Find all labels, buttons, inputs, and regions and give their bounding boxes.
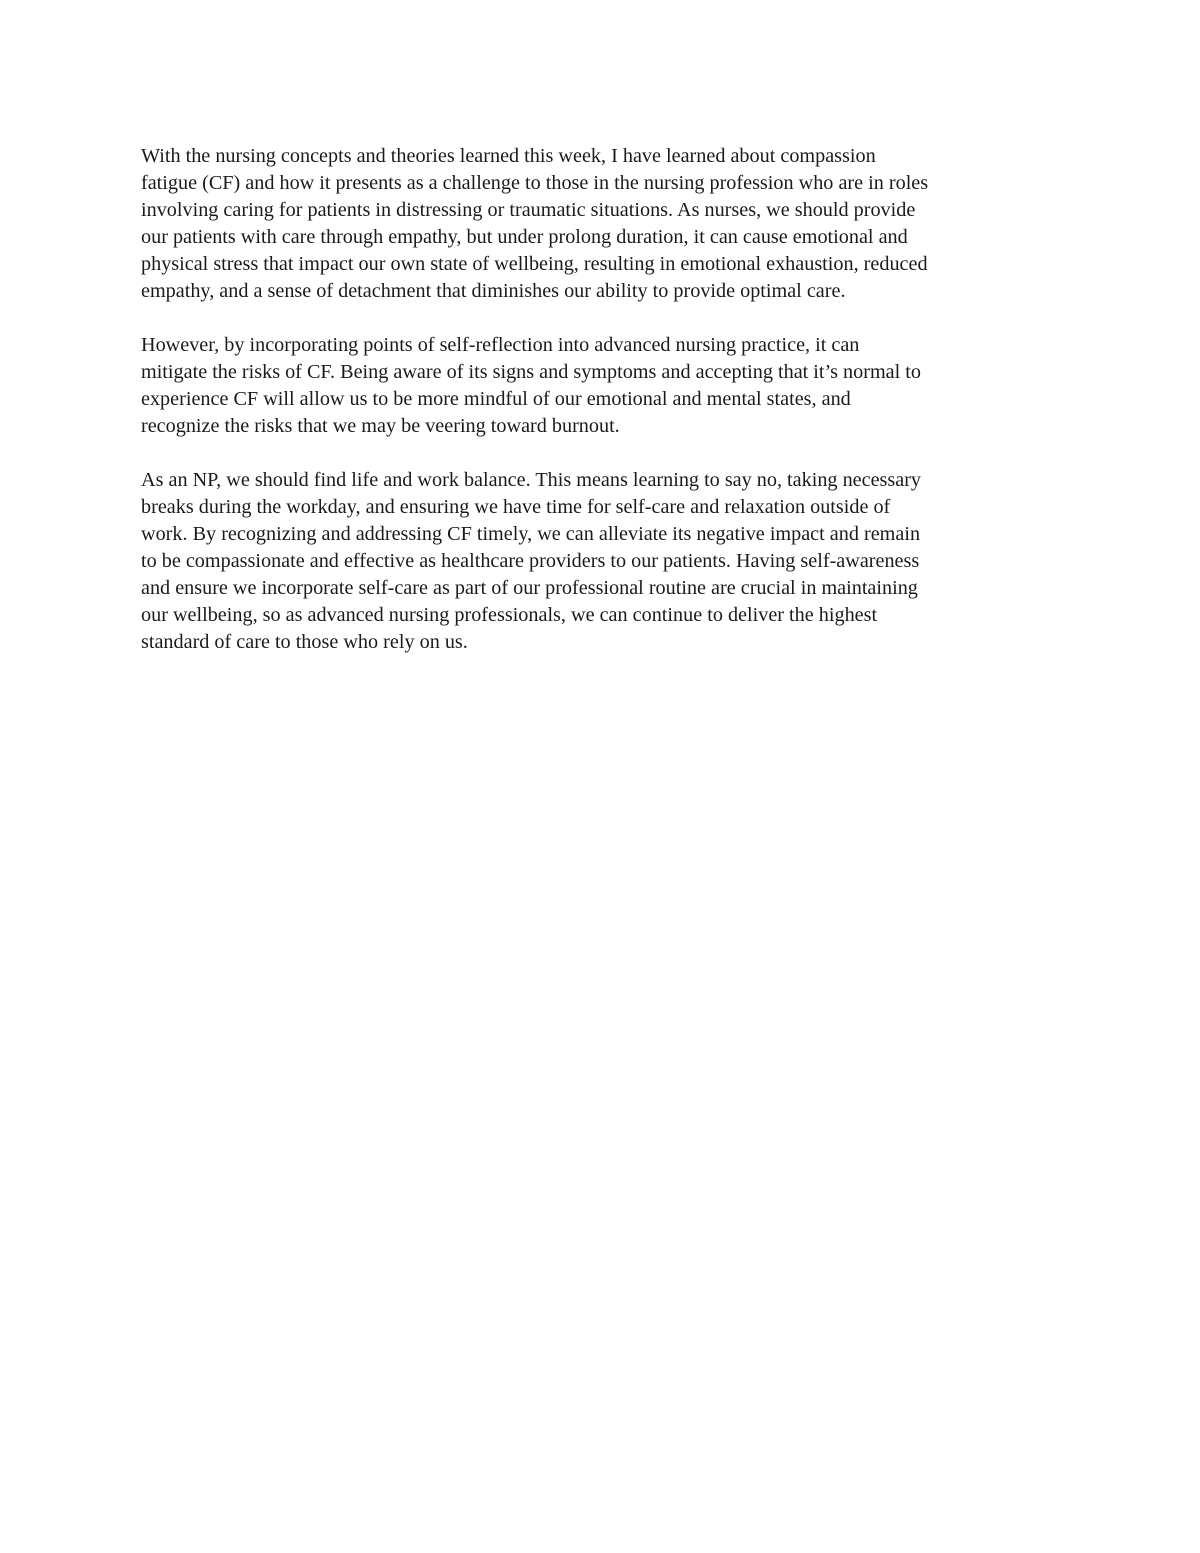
text-line: to be compassionate and effective as healthcare providers to our patients. Having self-awareness: [141, 550, 920, 572]
text-line: experience CF will allow us to be more mindful of our emotional and mental states, and: [141, 388, 851, 410]
paragraph-compassion-fatigue: [141, 143, 1061, 305]
text-line: standard of care to those who rely on us.: [141, 631, 468, 653]
text-line: As an NP, we should find life and work balance. This means learning to say no, taking necessary: [141, 469, 922, 491]
text-line: physical stress that impact our own state of wellbeing, resulting in emotional exhaustion, reduced: [141, 253, 928, 275]
text-line: fatigue (CF) and how it presents as a challenge to those in the nursing profession who are in roles: [141, 172, 929, 194]
text-line: recognize the risks that we may be veering toward burnout.: [141, 415, 620, 437]
paragraph-work-life-balance: [141, 467, 1061, 656]
text-line: and ensure we incorporate self-care as part of our professional routine are crucial in maintaining: [141, 577, 918, 599]
text-line: involving caring for patients in distressing or traumatic situations. As nurses, we should provide: [141, 199, 916, 221]
document-body: [141, 143, 1061, 656]
text-line: our patients with care through empathy, but under prolong duration, it can cause emotional and: [141, 226, 908, 248]
text-line: empathy, and a sense of detachment that diminishes our ability to provide optimal care.: [141, 280, 846, 302]
paragraph-spacer: [141, 305, 1061, 332]
text-line: mitigate the risks of CF. Being aware of its signs and symptoms and accepting that it’s normal to: [141, 361, 921, 383]
paragraph-self-reflection: [141, 332, 1061, 440]
text-line: breaks during the workday, and ensuring we have time for self-care and relaxation outside of: [141, 496, 891, 518]
text-line: our wellbeing, so as advanced nursing professionals, we can continue to deliver the highest: [141, 604, 878, 626]
text-line: However, by incorporating points of self-reflection into advanced nursing practice, it can: [141, 334, 860, 356]
paragraph-spacer: [141, 440, 1061, 467]
text-line: With the nursing concepts and theories learned this week, I have learned about compassion: [141, 145, 876, 167]
text-line: work. By recognizing and addressing CF timely, we can alleviate its negative impact and remain: [141, 523, 921, 545]
